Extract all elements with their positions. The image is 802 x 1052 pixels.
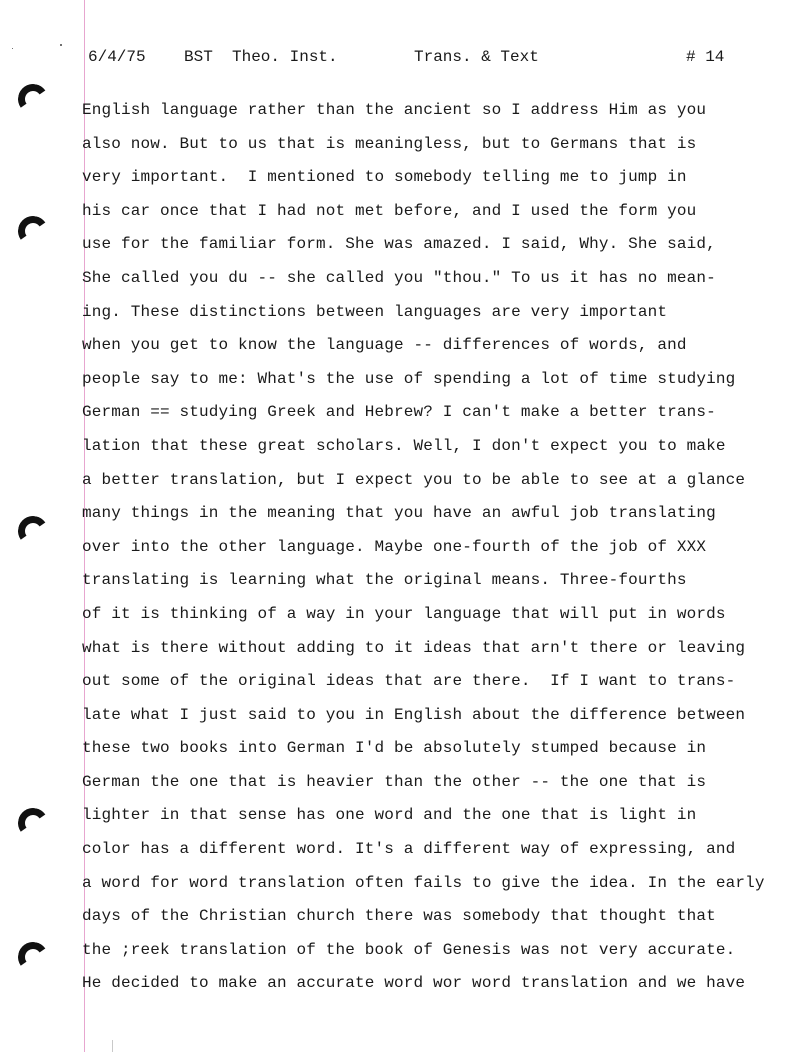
text-line: days of the Christian church there was somebody that thought that bbox=[82, 907, 716, 926]
text-line: what is there without adding to it ideas that arn't there or leaving bbox=[82, 638, 746, 657]
text-line: very important. I mentioned to somebody telling me to jump in bbox=[82, 168, 687, 187]
transcript-body bbox=[82, 97, 792, 1004]
text-line: She called you du -- she called you "thou." To us it has no mean- bbox=[82, 268, 716, 287]
text-line: lation that these great scholars. Well, I don't expect you to make bbox=[82, 436, 726, 455]
header-org: BST bbox=[184, 48, 213, 66]
text-line: out some of the original ideas that are there. If I want to trans- bbox=[82, 672, 736, 691]
header-title: Trans. & Text bbox=[414, 48, 539, 66]
text-line: these two books into German I'd be absolutely stumped because in bbox=[82, 739, 707, 758]
ink-speck bbox=[12, 48, 13, 49]
header-date: 6/4/75 bbox=[88, 48, 146, 66]
binder-hole-5 bbox=[16, 940, 51, 975]
binder-hole-3 bbox=[16, 514, 51, 549]
text-line: translating is learning what the original means. Three-fourths bbox=[82, 571, 687, 590]
page-header bbox=[88, 48, 738, 70]
binder-hole-4 bbox=[16, 806, 51, 841]
text-line: color has a different word. It's a different way of expressing, and bbox=[82, 840, 736, 859]
text-line: German the one that is heavier than the other -- the one that is bbox=[82, 772, 707, 791]
text-line: ing. These distinctions between languages are very important bbox=[82, 302, 668, 321]
text-line: when you get to know the language -- differences of words, and bbox=[82, 336, 687, 355]
text-line: lighter in that sense has one word and the one that is light in bbox=[82, 806, 697, 825]
text-line: over into the other language. Maybe one-fourth of the job of XXX bbox=[82, 537, 707, 556]
text-line: late what I just said to you in English about the difference between bbox=[82, 705, 746, 724]
binder-hole-1 bbox=[16, 82, 51, 117]
bottom-tick bbox=[112, 1040, 113, 1052]
text-line: also now. But to us that is meaningless, but to Germans that is bbox=[82, 134, 697, 153]
header-course: Theo. Inst. bbox=[232, 48, 338, 66]
text-line: a word for word translation often fails to give the idea. In the early bbox=[82, 873, 765, 892]
text-line: of it is thinking of a way in your language that will put in words bbox=[82, 604, 726, 623]
binder-hole-2 bbox=[16, 214, 51, 249]
text-line: German == studying Greek and Hebrew? I can't make a better trans- bbox=[82, 403, 716, 422]
text-line: people say to me: What's the use of spending a lot of time studying bbox=[82, 369, 736, 388]
text-line: English language rather than the ancient so I address Him as you bbox=[82, 101, 707, 119]
ink-speck bbox=[60, 44, 62, 46]
text-line: use for the familiar form. She was amazed. I said, Why. She said, bbox=[82, 235, 716, 254]
text-line: the ;reek translation of the book of Genesis was not very accurate. bbox=[82, 940, 736, 959]
header-page-number: # 14 bbox=[686, 48, 725, 66]
text-line: many things in the meaning that you have an awful job translating bbox=[82, 504, 716, 523]
text-line: He decided to make an accurate word wor word translation and we have bbox=[82, 974, 746, 993]
text-line: a better translation, but I expect you to be able to see at a glance bbox=[82, 470, 746, 489]
text-line: his car once that I had not met before, and I used the form you bbox=[82, 201, 697, 220]
